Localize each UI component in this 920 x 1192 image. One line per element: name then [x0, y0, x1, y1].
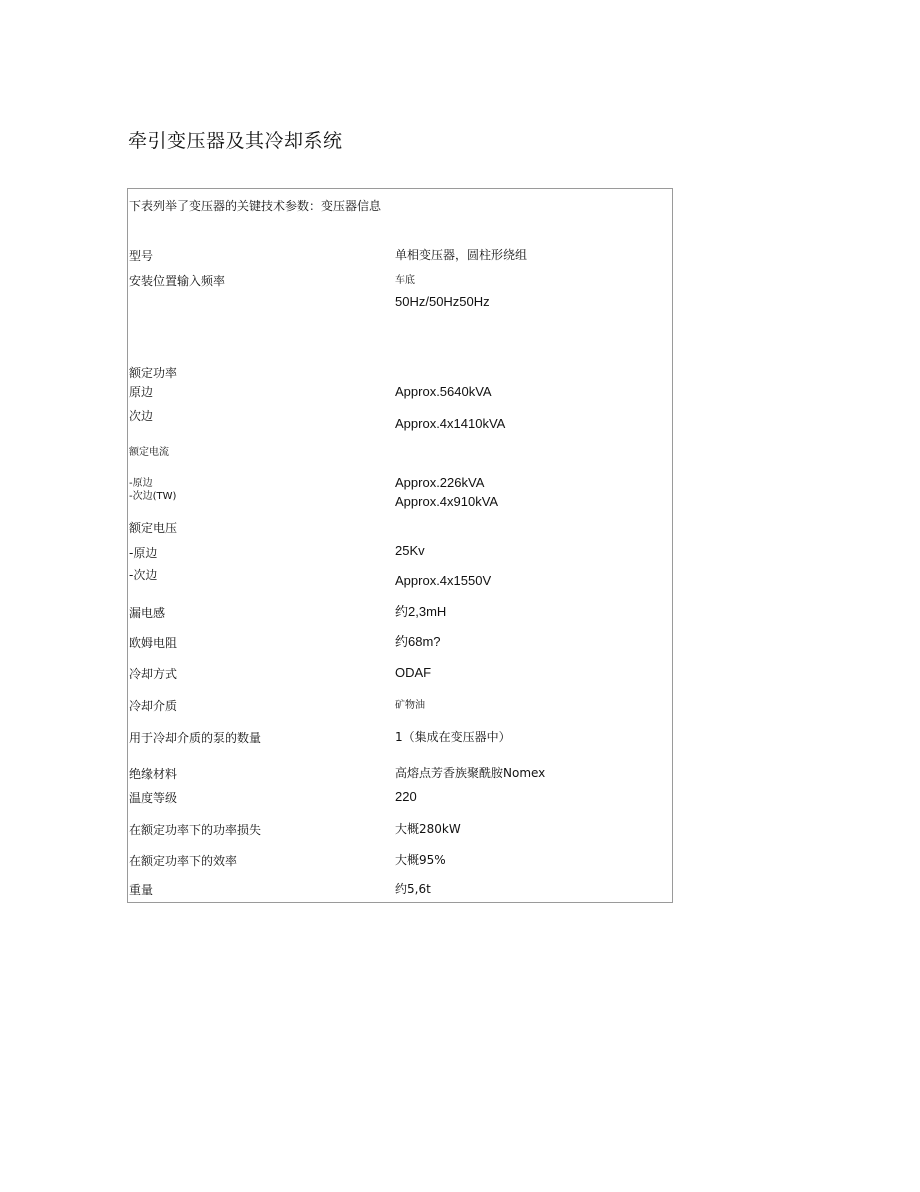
ohm-label: 欧姆电阻	[129, 636, 178, 650]
model-value: 单相变压器，圆柱形绕组	[395, 248, 528, 262]
rc-secondary-value: Approx.4x910kVA	[395, 494, 499, 509]
cooling-method-value: ODAF	[395, 665, 432, 680]
temp-class-value: 220	[395, 789, 417, 804]
model-label: 型号	[129, 249, 154, 263]
rc-primary-label: -原边	[129, 478, 153, 489]
loss-value: 大概280kW	[395, 822, 461, 836]
temp-class-label: 温度等级	[129, 791, 178, 805]
rated-power-label: 额定功率	[129, 366, 178, 380]
rc-secondary-label: -次边(TW)	[129, 491, 177, 502]
rated-voltage-label: 额定电压	[129, 521, 178, 535]
pumps-label: 用于冷却介质的泵的数量	[129, 731, 262, 745]
install-freq-label: 安装位置输入频率	[129, 274, 226, 288]
pumps-value: 1（集成在变压器中）	[395, 730, 511, 744]
rated-current-label: 额定电流	[129, 447, 169, 458]
rv-primary-label: -原边	[129, 546, 158, 560]
rv-secondary-label: -次边	[129, 568, 158, 582]
insulation-label: 绝缘材料	[129, 767, 178, 781]
leakage-label: 漏电感	[129, 606, 166, 620]
table-intro: 下表列举了变压器的关键技术参数：变压器信息	[129, 199, 382, 213]
freq-value: 50Hz/50Hz50Hz	[395, 294, 490, 309]
rc-primary-value: Approx.226kVA	[395, 475, 485, 490]
cooling-medium-value: 矿物油	[395, 700, 425, 711]
rv-primary-value: 25Kv	[395, 543, 425, 558]
rp-secondary-value: Approx.4x1410kVA	[395, 416, 506, 431]
eff-label: 在额定功率下的效率	[129, 854, 238, 868]
rp-primary-label: 原边	[129, 385, 154, 399]
cooling-method-label: 冷却方式	[129, 667, 178, 681]
rv-secondary-value: Approx.4x1550V	[395, 573, 492, 588]
page-title: 牵引变压器及其冷却系统	[128, 130, 343, 152]
ohm-value: 约68m?	[395, 634, 441, 649]
weight-value: 约5,6t	[395, 882, 431, 896]
rp-secondary-label: 次边	[129, 409, 154, 423]
cooling-medium-label: 冷却介质	[129, 699, 178, 713]
weight-label: 重量	[129, 883, 154, 897]
insulation-value: 高熔点芳香族聚酰胺Nomex	[395, 766, 546, 780]
install-value: 车底	[395, 275, 415, 286]
loss-label: 在额定功率下的功率损失	[129, 823, 262, 837]
eff-value: 大概95%	[395, 853, 446, 867]
rp-primary-value: Approx.5640kVA	[395, 384, 492, 399]
leakage-value: 约2,3mH	[395, 604, 447, 619]
